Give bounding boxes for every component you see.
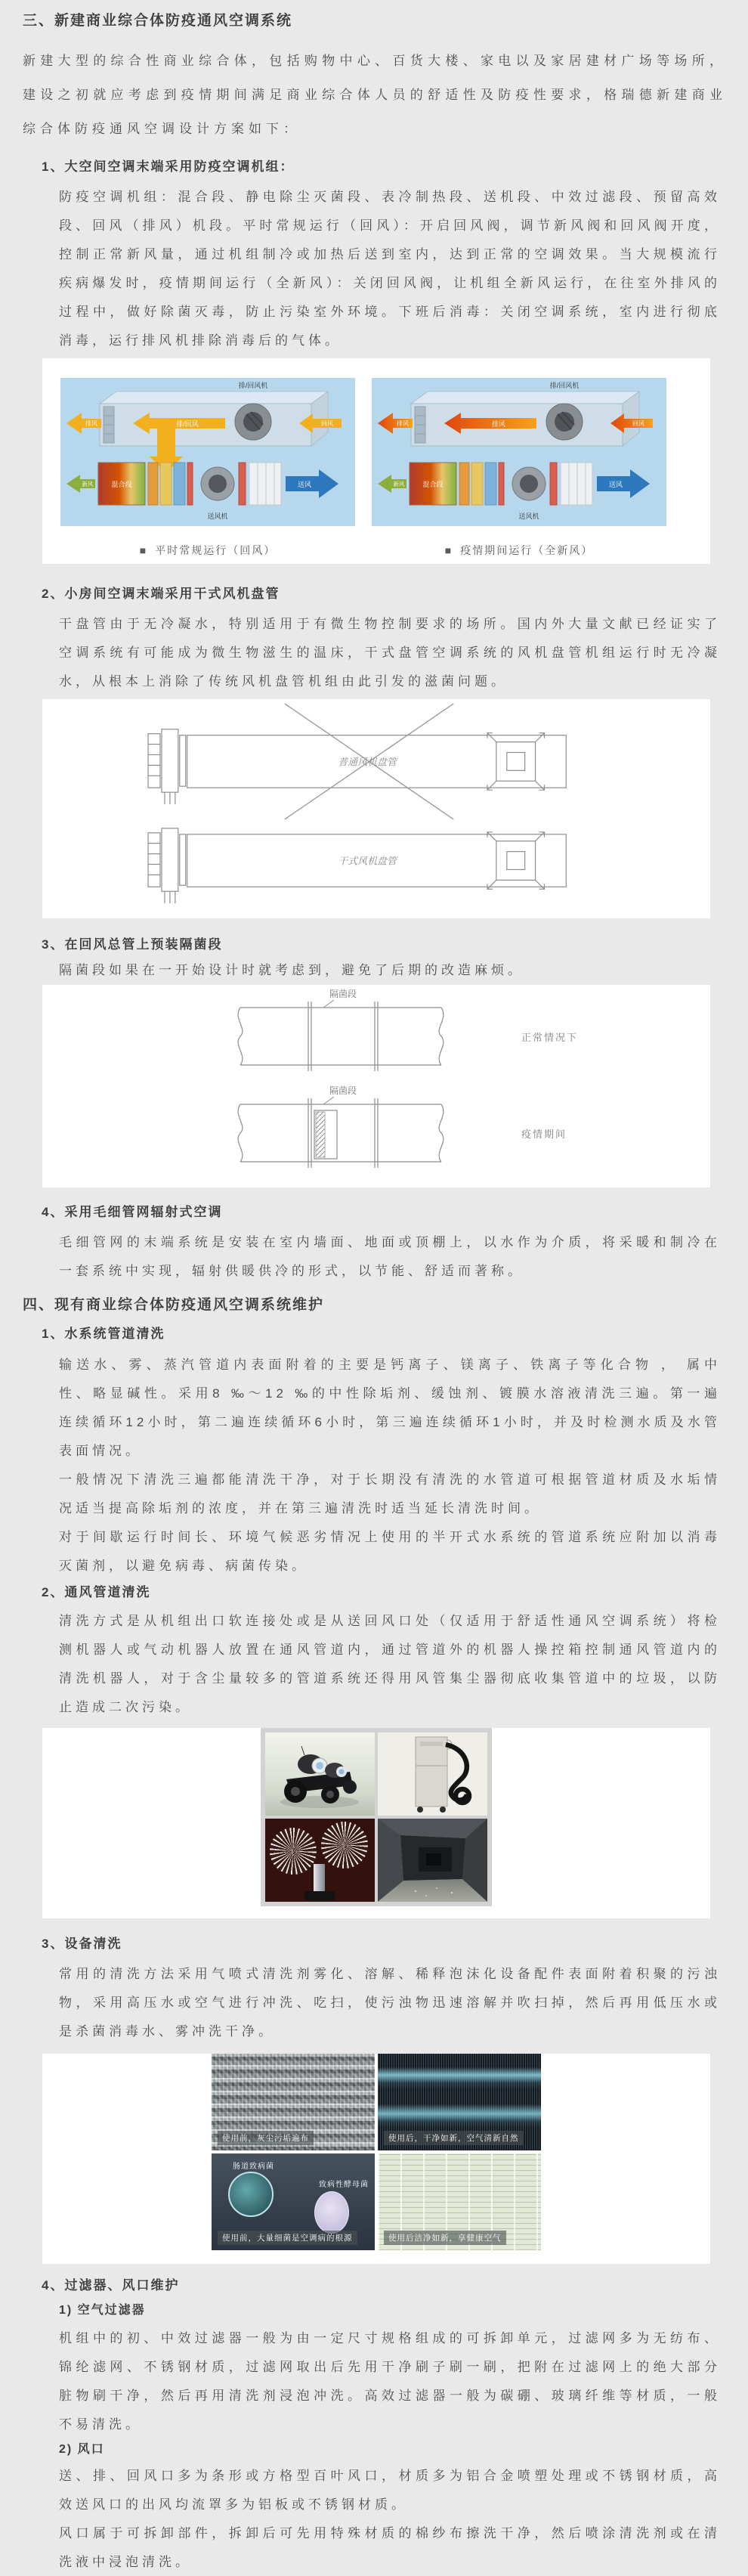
bacteria-circle-icon xyxy=(228,2172,274,2217)
brush-robot-photo xyxy=(265,1819,375,1902)
label-return: 回风 xyxy=(321,420,333,427)
duct-inspection-robot-photo xyxy=(265,1732,375,1816)
label-exhaust-return-fan: 排/回风机 xyxy=(238,382,268,389)
caption-epidemic-text: 疫情期间运行（全新风） xyxy=(460,544,594,556)
label-supply-fan: 送风机 xyxy=(518,512,539,520)
s4-item3-heading: 3、设备清洗 xyxy=(42,1937,122,1951)
s3-item4-paragraph: 毛细管网的末端系统是安装在室内墙面、地面或顶棚上，以水作为介质，将采暖和制冷在一套系统中实现，辐射供暖供冷的形式，以节能、舒适而著称。 xyxy=(59,1235,721,1278)
s4-item4-sub2-paragraph1: 送、排、回风口多为条形或方格型百叶风口，材质多为铝合金喷塑处理或不锈钢材质，高效送风口的出风均流罩多为铝板或不锈钢材质。 xyxy=(59,2469,721,2512)
s4-item1-paragraph3: 对于间歇运行时间长、环境气候恶劣情况上使用的半开式水系统的管道系统应附加以消毒灭菌剂，以避免病毒、病菌传染。 xyxy=(59,1530,721,1573)
s4-item4-sub2-heading: 2) 风口 xyxy=(59,2443,105,2456)
s4-item1-heading: 1、水系统管道清洗 xyxy=(42,1327,165,1341)
label-mixing-section: 混合段 xyxy=(111,481,132,488)
figure-ahu-operating-modes xyxy=(42,358,710,564)
caption-normal-mode xyxy=(60,543,355,558)
square-bullet-icon: ■ xyxy=(139,544,148,556)
s3-item3-heading: 3、在回风总管上预装隔菌段 xyxy=(42,937,223,952)
ahu-diagram-epidemic-mode xyxy=(372,378,666,526)
label-pathogenic-yeast: 致病性酵母菌 xyxy=(319,2181,369,2189)
s4-item4-sub2-paragraph2: 风口属于可拆卸部件，拆卸后可先用特殊材质的棉纱布擦洗干净，然后喷涂清洗剂或在清洗液中浸泡清洗。 xyxy=(59,2526,721,2569)
robot-arm xyxy=(314,1864,325,1894)
robot-arm-base xyxy=(304,1891,335,1900)
s4-item4-heading: 4、过滤器、风口维护 xyxy=(42,2278,180,2293)
label-intestinal-pathogen: 肠道致病菌 xyxy=(233,2163,274,2171)
section3-intro: 新建大型的综合性商业综合体，包括购物中心、百货大楼、家电以及家居建材广场等场所，建设之初就应考虑到疫情期间满足商业综合体人员的舒适性及防疫性要求，格瑞德新建商业综合体防疫通风空调设计方案如下： xyxy=(23,54,727,136)
s4-item2-heading: 2、通风管道清洗 xyxy=(42,1585,151,1599)
ahu-diagram-normal-mode xyxy=(60,378,355,526)
label-mixing-section: 混合段 xyxy=(422,481,444,488)
section4-heading: 四、现有商业综合体防疫通风空调系统维护 xyxy=(23,1297,325,1313)
clean-filter-photo xyxy=(378,2153,541,2250)
label-exhaust-return: 排/回风 xyxy=(176,420,199,428)
ahu-caption-row xyxy=(42,543,710,558)
caption-after-filter: 使用后洁净如新，享健康空气 xyxy=(384,2231,506,2245)
label-isolation-segment-top: 隔菌段 xyxy=(329,989,357,999)
s3-item3-paragraph: 隔菌段如果在一开始设计时就考虑到，避免了后期的改造麻烦。 xyxy=(59,963,524,977)
label-normal-condition: 正常情况下 xyxy=(521,1032,579,1043)
figure-coil-cleaning-photos xyxy=(42,2054,710,2264)
duct-interior-drawing xyxy=(378,1819,487,1902)
square-bullet-icon: ■ xyxy=(444,544,453,556)
fan-coil-cad-diagram xyxy=(42,699,710,918)
label-supply-air: 送风 xyxy=(297,481,312,488)
figure-fan-coil-drawings xyxy=(42,699,710,918)
s3-item4-heading: 4、采用毛细管网辐射式空调 xyxy=(42,1205,223,1219)
label-supply-air: 送风 xyxy=(608,481,623,488)
s3-item2-paragraph: 干盘管由于无冷凝水，特别适用于有微生物控制要求的场所。国内外大量文献已经证实了空调系统有可能成为微生物滋生的温床，干式盘管空调系统的风机盘管机组运行时无冷凝水，从根本上消除了传统风机盘管机组由此引发的滋菌问题。 xyxy=(59,617,721,689)
section3-heading: 三、新建商业综合体防疫通风空调系统 xyxy=(23,13,293,29)
caption-after-clean: 使用后，干净如新，空气清新自然 xyxy=(384,2131,524,2145)
caption-before-bacteria: 使用前，大量细菌是空调病的根源 xyxy=(218,2231,357,2245)
label-dry-fan-coil: 干式风机盘管 xyxy=(338,855,397,867)
figure-germ-isolation-segment xyxy=(42,985,710,1187)
coil-photo-grid xyxy=(212,2054,541,2250)
s4-item4-sub1-paragraph: 机组中的初、中效过滤器一般为由一定尺寸规格组成的可拆卸单元，过滤网多为无纺布、锦纶滤网、不锈钢材质，过滤网取出后先用干净刷子刷一刷，把附在过滤网上的绝大部分脏物刷干净，然后再用清洗剂浸泡冲洗。高效过滤器一般为碳硼、玻璃纤维等材质，一般不易清洗。 xyxy=(59,2331,721,2432)
rotary-brush-icon xyxy=(270,1828,317,1875)
label-fresh-air: 新风 xyxy=(82,481,94,488)
label-exhaust-mid: 排风 xyxy=(491,420,506,428)
label-exhaust: 排风 xyxy=(397,420,409,427)
label-exhaust: 排风 xyxy=(85,420,97,427)
s4-item2-paragraph: 清洗方式是从机组出口软连接处或是从送回风口处（仅适用于舒适性通风空调系统）将检测机器人或气动机器人放置在通风管道内，通过管道外的机器人操控箱控制通风管道内的清洗机器人，对于含尘量较多的管道系统还得用风管集尘器彻底收集管道中的垃圾，以防止造成二次污染。 xyxy=(59,1614,721,1714)
bacteria-microscope-photo xyxy=(212,2153,375,2250)
robot-photo-grid xyxy=(261,1728,492,1906)
rotary-brush-icon xyxy=(321,1822,368,1869)
label-ordinary-fan-coil: 普通风机盘管 xyxy=(338,756,397,768)
duct-segment-diagram xyxy=(42,985,710,1187)
dust-collector-photo xyxy=(378,1732,487,1816)
label-exhaust-return-fan: 排/回风机 xyxy=(549,382,580,389)
s3-item1-paragraph: 防疫空调机组：混合段、静电除尘灭菌段、表冷制热段、送机段、中效过滤段、预留高效段、回风（排风）机段。平时常规运行（回风）：开启回风阀，调节新风阀和回风阀开度，控制正常新风量，通过机组制冷或加热后送到室内，达到正常的空调效果。当大规模流行疾病爆发时，疫情期间运行（全新风）：关闭回风阀，让机组全新风运行，在往室外排风的过程中，做好除菌灭毒，防止污染室外环境。下班后消毒：关闭空调系统，室内进行彻底消毒，运行排风机排除消毒后的气体。 xyxy=(59,190,721,348)
clean-coil-photo xyxy=(378,2054,541,2150)
collector-photo-drawing xyxy=(378,1732,487,1816)
figure-duct-robot-photos xyxy=(42,1728,710,1918)
label-isolation-segment-bottom: 隔菌段 xyxy=(329,1085,357,1096)
caption-epidemic-mode xyxy=(372,543,666,558)
ahu-diagram-row xyxy=(42,378,710,526)
robot-photo-drawing xyxy=(265,1732,375,1816)
yeast-cell-icon xyxy=(314,2191,349,2234)
s3-item2-heading: 2、小房间空调末端采用干式风机盘管 xyxy=(42,587,280,601)
s4-item4-sub1-heading: 1) 空气过滤器 xyxy=(59,2304,146,2317)
label-epidemic-condition: 疫情期间 xyxy=(521,1129,567,1140)
s4-item1-paragraph1: 输送水、雾、蒸汽管道内表面附着的主要是钙离子、镁离子、铁离子等化合物 ， 属中性、略显碱性。采用8 ‰～12 ‰的中性除垢剂、缓蚀剂、镀膜水溶液清洗三遍。第一遍连续循环12小时，第二遍连续循环6小时，第三遍连续循环1小时，并及时检测水质及水管表面情况。 xyxy=(59,1358,721,1458)
s3-item1-heading: 1、大空间空调末端采用防疫空调机组： xyxy=(42,159,295,174)
caption-before-dirty: 使用前，灰尘污垢遍布 xyxy=(218,2131,314,2145)
caption-normal-text: 平时常规运行（回风） xyxy=(155,544,277,556)
label-fresh-air: 新风 xyxy=(393,481,405,488)
label-return: 回风 xyxy=(632,420,644,427)
s4-item1-paragraph2: 一般情况下清洗三遍都能清洗干净，对于长期没有清洗的水管道可根据管道材质及水垢情况适当提高除垢剂的浓度，并在第三遍清洗时适当延长清洗时间。 xyxy=(59,1472,721,1516)
duct-interior-photo xyxy=(378,1819,487,1902)
label-supply-fan: 送风机 xyxy=(207,512,228,520)
s4-item3-paragraph: 常用的清洗方法采用气喷式清洗剂雾化、溶解、稀释泡沫化设备配件表面附着积聚的污浊物，采用高压水或空气进行冲洗、吃扫，使污浊物迅速溶解并吹扫掉，然后再用低压水或是杀菌消毒水、雾冲洗干净。 xyxy=(59,1967,721,2039)
dirty-coil-photo xyxy=(212,2054,375,2150)
